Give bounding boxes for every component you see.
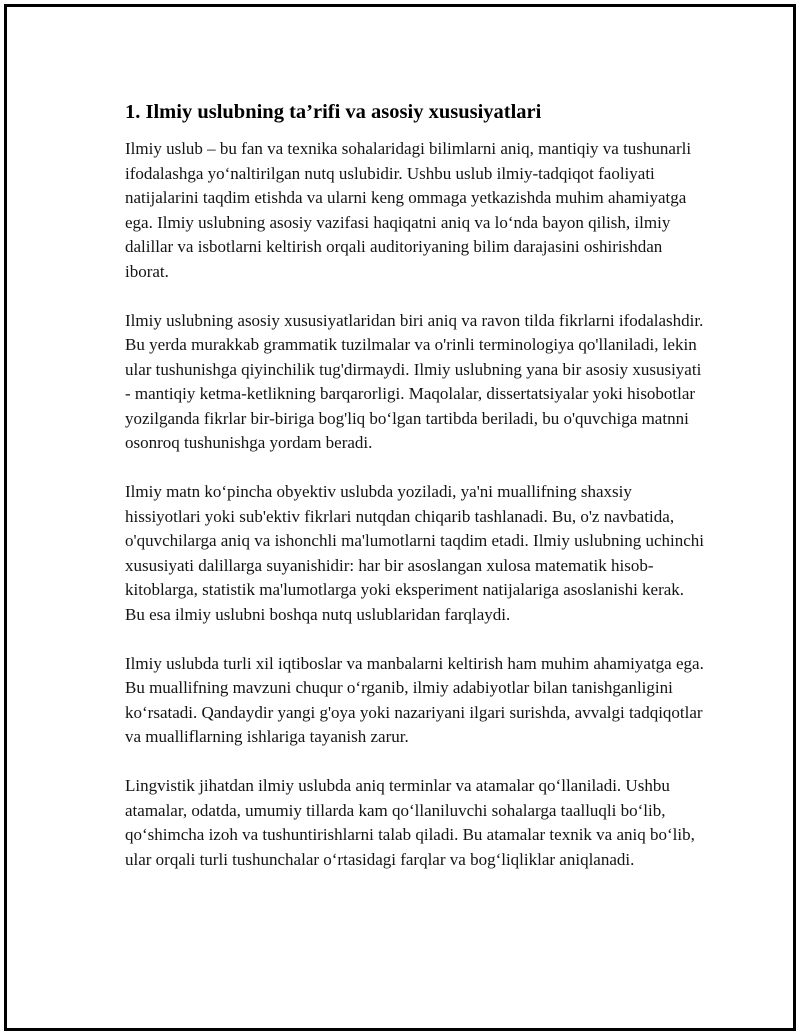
paragraph-clarity: Ilmiy uslubning asosiy xususiyatlaridan biri aniq va ravon tilda fikrlarni ifodalashdir. Bu yerda murakkab grammatik tuzilmalar va o'rinli terminologiya qo'llaniladi, lekin ular tushunishga qiyinchilik tug'dirmaydi. Ilmiy uslubning yana bir asosiy xususiyati - mantiqiy ketma-ketlikning barqarorligi. Maqolalar, dissertatsiyalar yoki hisobotlar yozilganda fikrlar bir-biriga bog'liq bo‘lgan tartibda beriladi, bu o'quvchiga matnni osonroq tushunishga yordam beradi. <box>125 310 704 452</box>
section-heading: 1. Ilmiy uslubning ta’rifi va asosiy xususiyatlari <box>125 101 542 123</box>
paragraph-citations: Ilmiy uslubda turli xil iqtiboslar va manbalarni keltirish ham muhim ahamiyatga ega. Bu muallifning mavzuni chuqur o‘rganib, ilmiy adabiyotlar bilan tanishganligini ko‘rsatadi. Qandaydir yangi g'oya yoki nazariyani ilgari surishda, avvalgi tadqiqotlar va mualliflarning ishlariga tayanish zarur. <box>125 653 704 746</box>
paragraph-definition: Ilmiy uslub – bu fan va texnika sohalaridagi bilimlarni aniq, mantiqiy va tushunarli ifodalashga yo‘naltirilgan nutq uslubidir. Ushbu uslub ilmiy-tadqiqot faoliyati natijalarini taqdim etishda va ularni keng ommaga yetkazishda muhim ahamiyatga ega. Ilmiy uslubning asosiy vazifasi haqiqatni aniq va lo‘nda bayon qilish, ilmiy dalillar va isbotlarni keltirish orqali auditoriyaning bilim darajasini oshirishdan iborat. <box>125 139 692 281</box>
paragraph-objectivity: Ilmiy matn ko‘pincha obyektiv uslubda yoziladi, ya'ni muallifning shaxsiy hissiyotlari yoki sub'ektiv fikrlari nutqdan chiqarib tashlanadi. Bu, o'z navbatida, o'quvchilarga aniq va ishonchli ma'lumotlarni taqdim etadi. Ilmiy uslubning uchinchi xususiyati dalillarga suyanishidir: har bir asoslangan xulosa matematik hisob-kitoblarga, statistik ma'lumotlarga yoki eksperiment natijalariga asoslanishi kerak. Bu esa ilmiy uslubni boshqa nutq uslublaridan farqlaydi. <box>125 482 704 624</box>
document-body <box>125 98 705 897</box>
page-frame <box>4 4 796 1031</box>
paragraph-terminology: Lingvistik jihatdan ilmiy uslubda aniq terminlar va atamalar qo‘llaniladi. Ushbu atamalar, odatda, umumiy tillarda kam qo‘llaniluvchi sohalarga taalluqli bo‘lib, qo‘shimcha izoh va tushuntirishlarni talab qiladi. Bu atamalar texnik va aniq bo‘lib, ular orqali turli tushunchalar o‘rtasidagi farqlar va bog‘liqliklar aniqlanadi. <box>125 776 695 869</box>
